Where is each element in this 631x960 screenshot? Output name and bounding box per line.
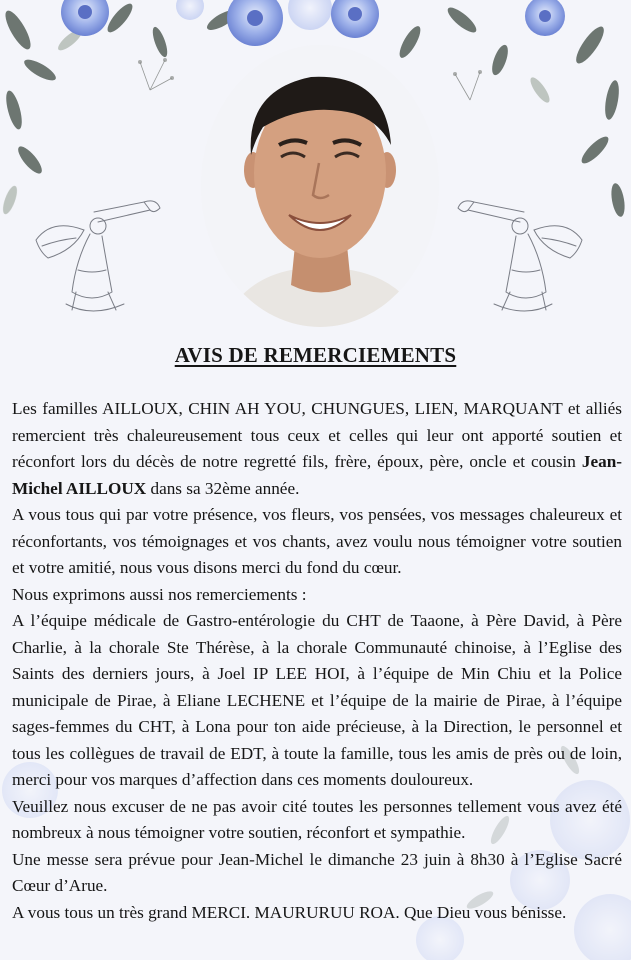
thanks-paragraph-apology: Veuillez nous excuser de ne pas avoir cité toutes les personnes tellement vous avez été nombreux à nous témoigner votre soutien, réconfort et sympathie. — [12, 796, 622, 842]
families-text: Les familles AILLOUX, CHIN AH YOU, CHUNGUES, LIEN, MARQUANT et alliés remercient très chaleureusement tous ceux et celles qui leur ont apporté soutien et réconfort lors du décès de notre regretté fils, frère, époux, père, oncle et cousin — [12, 399, 622, 471]
angel-trumpet-icon — [32, 200, 162, 320]
age-text: dans sa 32ème année. — [146, 478, 300, 498]
angel-trumpet-icon — [456, 200, 586, 320]
thanks-paragraph-presence: A vous tous qui par votre présence, vos fleurs, vos pensées, vos messages chaleureux et réconfortants, vos témoignages et vos chants, avez voulu nous témoigner votre soutien et votre amitié, nous vous disons merci du fond du cœur. — [12, 505, 622, 577]
notice-body — [12, 396, 622, 926]
portrait-photo — [201, 45, 439, 327]
thanks-paragraph-list: A l’équipe médicale de Gastro-entérologie du CHT de Taaone, à Père David, à Père Charlie, à la chorale Ste Thérèse, à la chorale Communauté chinoise, à l’Eglise des Saints des derniers jours, à Joel IP LEE HOI, à l’équipe de Min Chiu et la Police municipale de Pirae, à Eliane LECHENE et l’équipe de la mairie de Pirae, à l’équipe sages-femmes du CHT, à Lona pour ton aide précieuse, à la Direction, le personnel et tous les collègues de travail de EDT, à toute la famille, tous les amis de près ou de loin, merci pour vos marques d’affection dans ces moments douloureux. — [12, 611, 622, 789]
closing-line: A vous tous un très grand MERCI. MAURURUU ROA. Que Dieu vous bénisse. — [12, 902, 567, 922]
notice-title: AVIS DE REMERCIEMENTS — [174, 343, 457, 367]
thanks-paragraph-intro: Nous exprimons aussi nos remerciements : — [12, 584, 307, 604]
thanks-paragraph-families — [12, 396, 622, 502]
mass-announcement: Une messe sera prévue pour Jean-Michel le dimanche 23 juin à 8h30 à l’Eglise Sacré Cœur d’Arue. — [12, 849, 622, 895]
deceased-name: Jean-Michel AILLOUX — [12, 452, 622, 498]
